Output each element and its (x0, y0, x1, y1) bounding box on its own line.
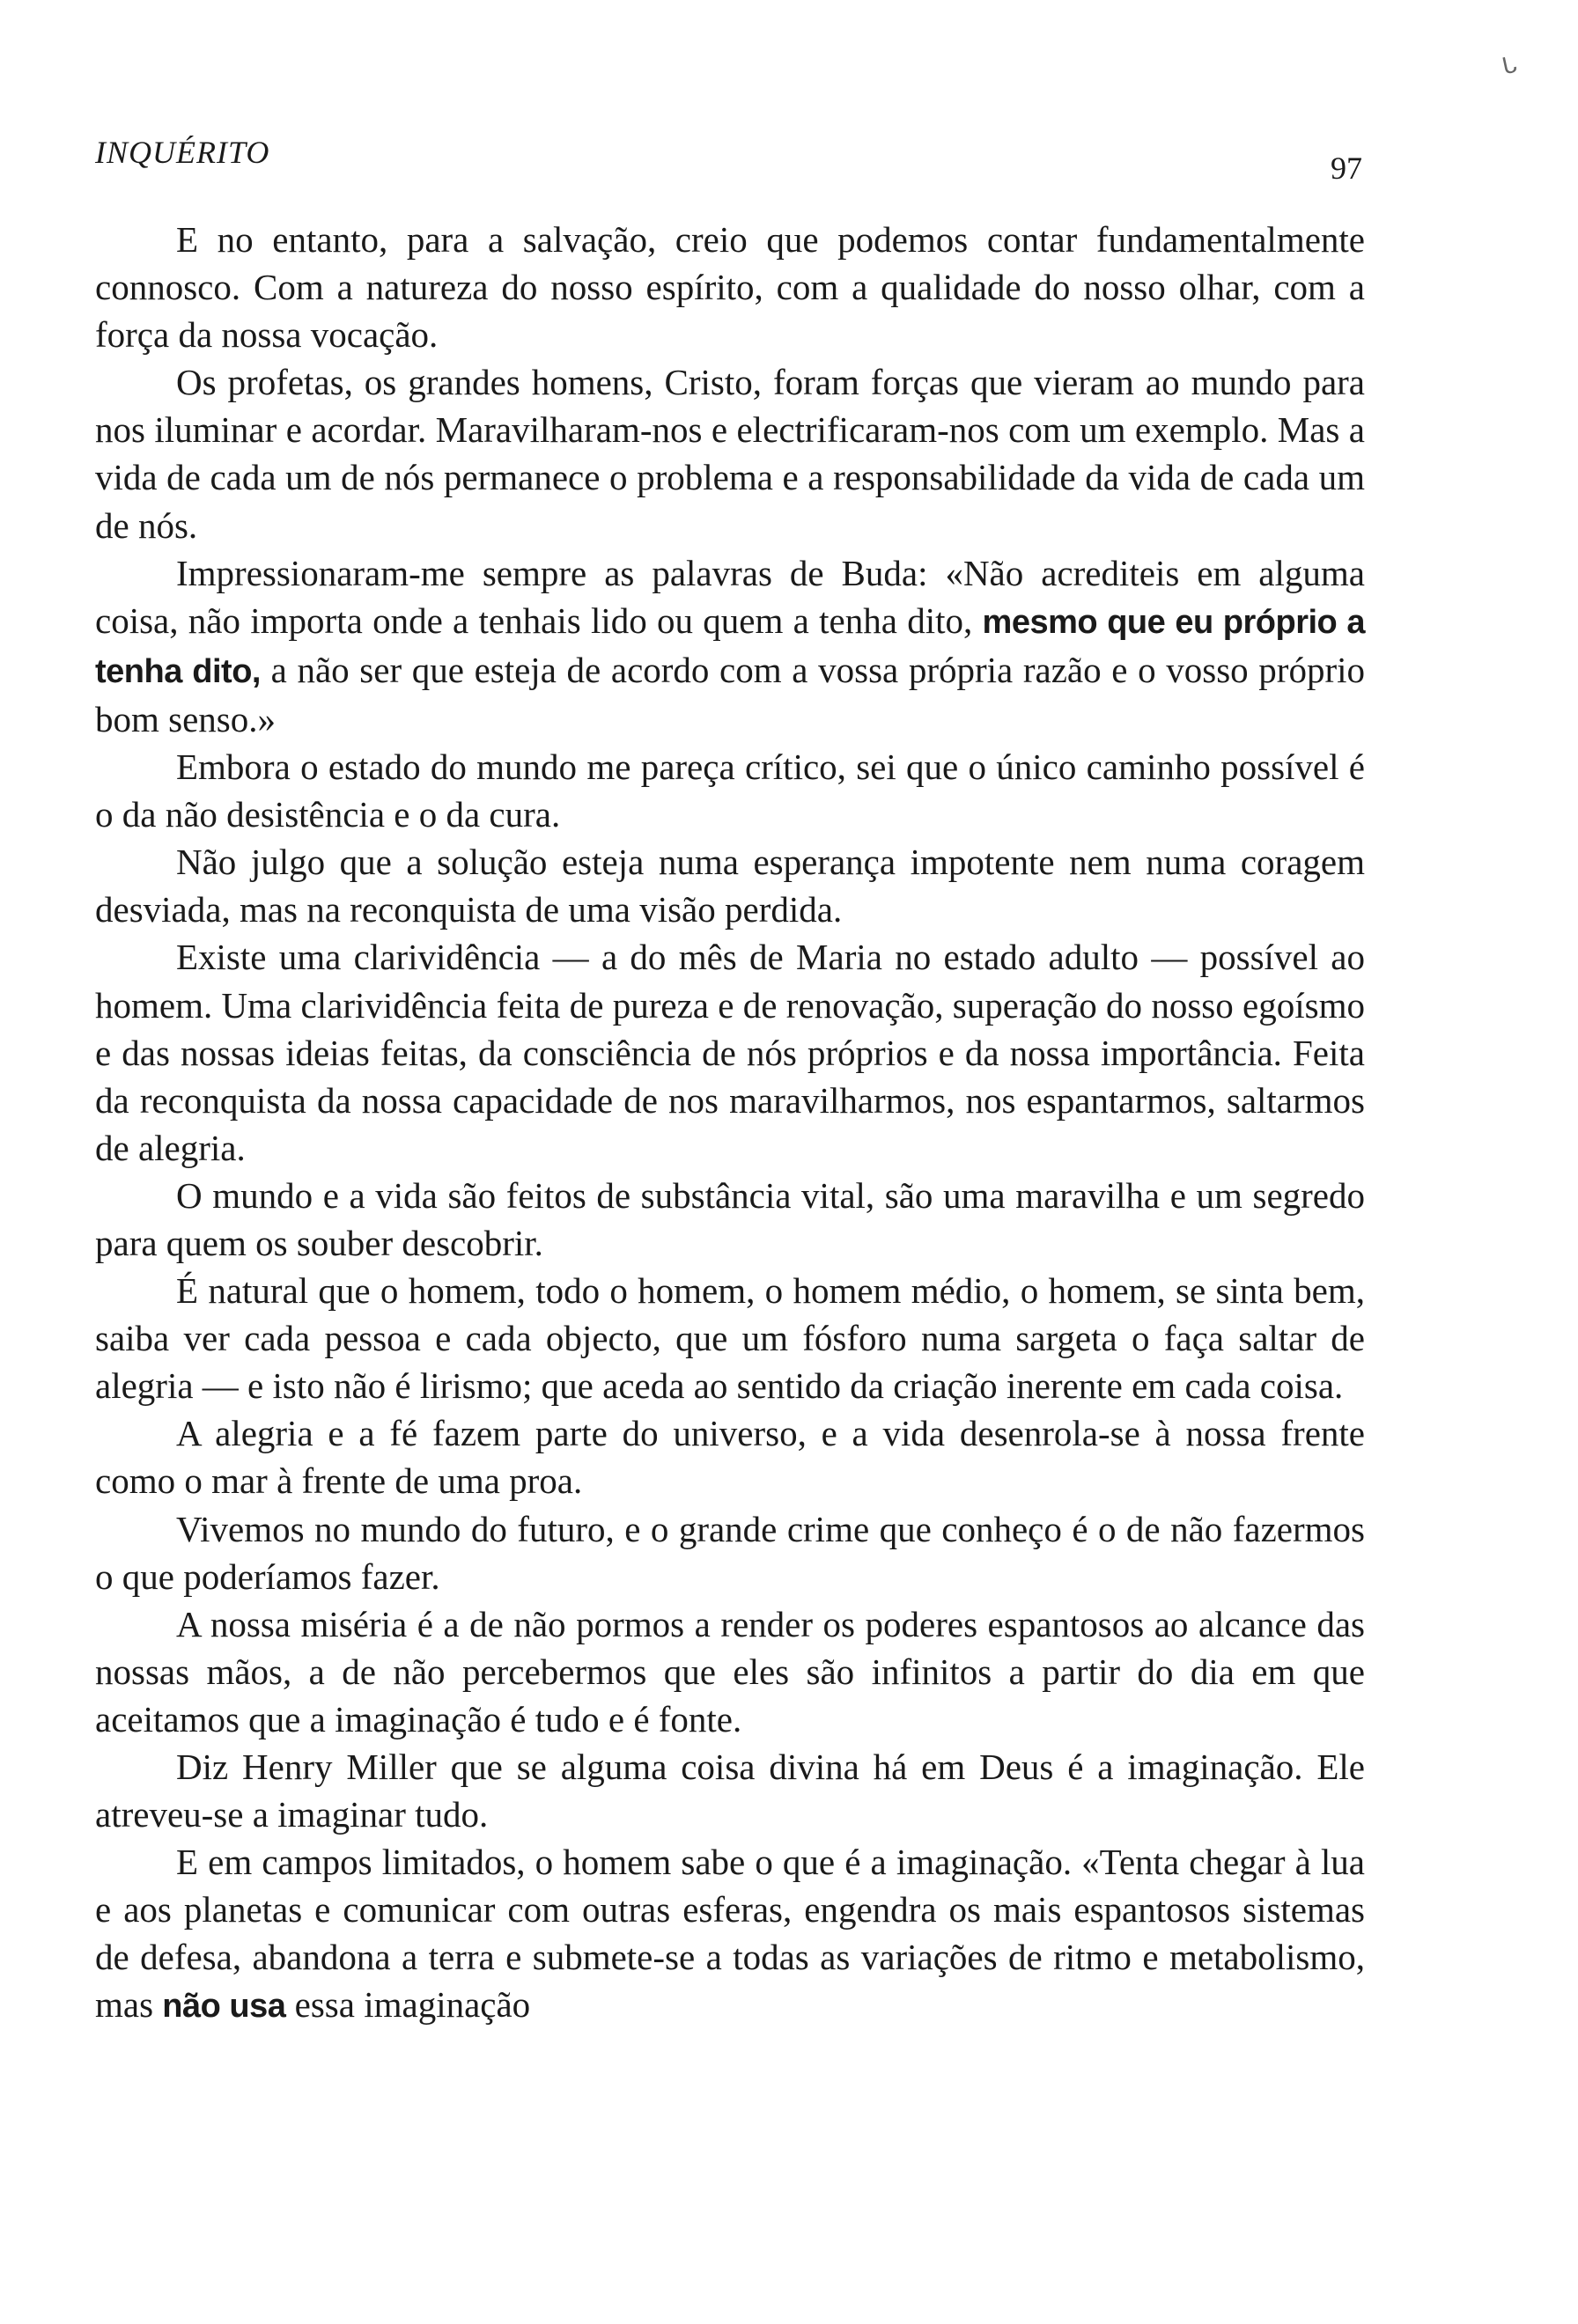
paragraph (95, 549, 1365, 743)
paragraph: Embora o estado do mundo me pareça crítico, sei que o único caminho possível é o da não desistência e o da cura. (95, 746, 1365, 835)
paragraph: Vivemos no mundo do futuro, e o grande crime que conheço é o de não fazermos o que poderíamos fazer. (95, 1508, 1365, 1597)
paragraph-text: E em campos limitados, o homem sabe o que é a imaginação. «Tenta chegar à lua e aos planetas e comunicar com outras esferas, engendra os mais espantosos sistemas de defesa, abandona a terra e submete-se a todas as variações de ritmo e metabolismo, mas (95, 1842, 1365, 2026)
paragraph (95, 1838, 1365, 2030)
paragraph: A alegria e a fé fazem parte do universo, e a vida desenrola-se à nossa frente como o mar à frente de uma proa. (95, 1413, 1365, 1502)
pencil-mark: ᒐ (1499, 51, 1519, 80)
paragraph: O mundo e a vida são feitos de substância vital, são uma maravilha e um segredo para quem os souber descobrir. (95, 1174, 1365, 1263)
bold-emphasis: não usa (162, 1988, 286, 2026)
paragraph: A nossa miséria é a de não pormos a render os poderes espantosos ao alcance das nossas mãos, a de não percebermos que eles são infinitos a partir do dia em que aceitamos que a imaginação é tudo e é fonte. (95, 1603, 1365, 1739)
paragraph: Não julgo que a solução esteja numa esperança impotente nem numa coragem desviada, mas na reconquista de uma visão perdida. (95, 842, 1365, 930)
bold-emphasis: mesmo que eu próprio a tenha dito, (95, 603, 1365, 690)
page-number: 97 (1331, 151, 1362, 186)
paragraph: Os profetas, os grandes homens, Cristo, foram forças que vieram ao mundo para nos iluminar e acordar. Maravilharam-nos e electrificaram-nos com um exemplo. Mas a vida de cada um de nós permanece o problema e a responsabilidade da vida de cada um de nós. (95, 362, 1365, 546)
paragraph-text: Impressionaram-me sempre as palavras de Buda: «Não acrediteis em alguma coisa, não importa onde a tenhais lido ou quem a tenha dito, (95, 552, 1365, 641)
running-title: INQUÉRITO (95, 135, 270, 170)
body-text (95, 216, 1365, 2031)
paragraph-text: essa imaginação (285, 1984, 531, 2026)
paragraph-text: a não ser que esteja de acordo com a vossa própria razão e o vosso próprio bom senso.» (95, 649, 1365, 739)
paragraph: Diz Henry Miller que se alguma coisa divina há em Deus é a imaginação. Ele atreveu-se a imaginar tudo. (95, 1747, 1365, 1835)
paragraph: Existe uma clarividência — a do mês de Maria no estado adulto — possível ao homem. Uma clarividência feita de pureza e de renovação, superação do nosso egoísmo e das nossas ideias feitas, da consciência de nós próprios e da nossa importância. Feita da reconquista da nossa capacidade de nos maravilharmos, nos espantarmos, saltarmos de alegria. (95, 937, 1365, 1168)
paragraph: E no entanto, para a salvação, creio que podemos contar fundamentalmente connosco. Com a natureza do nosso espírito, com a qualidade do nosso olhar, com a força da nossa vocação. (95, 219, 1365, 356)
paragraph: É natural que o homem, todo o homem, o homem médio, o homem, se sinta bem, saiba ver cada pessoa e cada objecto, que um fósforo numa sargeta o faça saltar de alegria — e isto não é lirismo; que aceda ao sentido da criação inerente em cada coisa. (95, 1270, 1365, 1407)
